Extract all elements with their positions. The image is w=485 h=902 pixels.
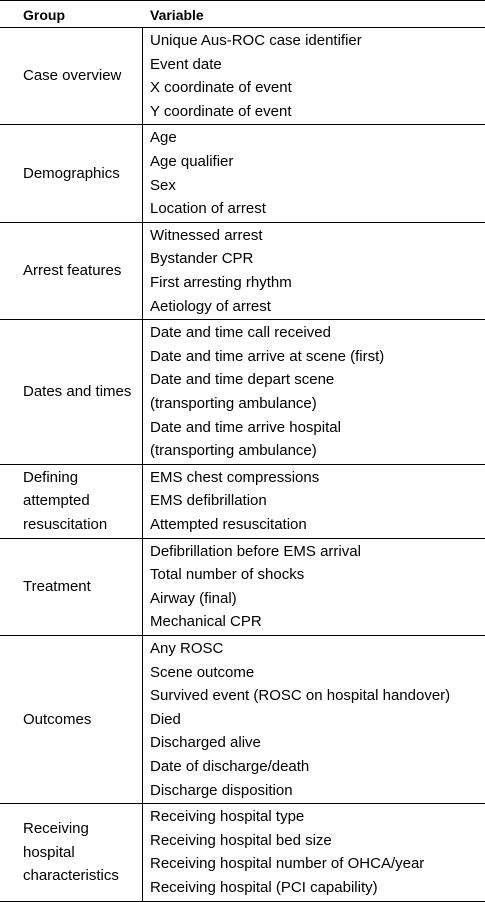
group-label: Defining attempted resuscitation <box>23 468 108 533</box>
group-label: Demographics <box>23 164 120 182</box>
variable-item: Mechanical CPR <box>150 613 262 631</box>
variable-item: Bystander CPR <box>150 250 254 268</box>
table-row <box>0 28 485 125</box>
group-label: Receiving hospital characteristics <box>23 820 119 885</box>
variable-cell <box>143 125 485 221</box>
variable-item: Date and time arrive hospital <box>150 418 341 436</box>
variable-item: Sex <box>150 176 176 194</box>
variable-item: (transporting ambulance) <box>150 394 317 412</box>
variable-item: Discharge disposition <box>150 781 293 799</box>
variable-item: Died <box>150 710 181 728</box>
variable-item: Event date <box>150 55 222 73</box>
variable-item: Receiving hospital type <box>150 808 305 826</box>
variable-item: Age qualifier <box>150 152 234 170</box>
group-label: Dates and times <box>23 383 132 401</box>
group-cell <box>0 539 143 635</box>
variable-item: Date of discharge/death <box>150 758 310 775</box>
group-cell <box>0 28 143 124</box>
variable-item: Witnessed arrest <box>150 226 263 244</box>
variable-item: Date and time depart scene <box>150 371 335 389</box>
variable-item: (transporting ambulance) <box>150 442 317 460</box>
variable-cell <box>143 465 485 538</box>
variable-cell <box>143 223 485 319</box>
variable-item: Receiving hospital number of OHCA/year <box>150 855 425 873</box>
table-row <box>0 320 485 465</box>
variable-item: Date and time arrive at scene (first) <box>150 347 385 365</box>
variable-cell <box>143 804 485 900</box>
variable-item: Any ROSC <box>150 640 224 657</box>
group-cell <box>0 636 143 803</box>
variable-item: Survived event (ROSC on hospital handover) <box>150 687 451 705</box>
variable-item: X coordinate of event <box>150 79 292 97</box>
variable-item: Location of arrest <box>150 200 266 218</box>
variable-item: Age <box>150 129 177 147</box>
table-row <box>0 539 485 636</box>
group-label: Outcomes <box>23 710 92 728</box>
variable-item: First arresting rhythm <box>150 273 292 291</box>
variable-cell <box>143 539 485 635</box>
variable-item: Unique Aus-ROC case identifier <box>150 32 362 49</box>
table-header-row <box>0 0 485 28</box>
group-cell <box>0 223 143 319</box>
variable-item: Discharged alive <box>150 734 261 752</box>
group-cell <box>0 465 143 538</box>
group-label: Arrest features <box>23 262 122 280</box>
table-row <box>0 223 485 320</box>
variable-item: EMS defibrillation <box>150 492 267 510</box>
variable-item: Receiving hospital bed size <box>150 831 332 849</box>
variable-cell <box>143 636 485 803</box>
variable-cell <box>143 28 485 124</box>
table-row <box>0 636 485 804</box>
table-row <box>0 125 485 222</box>
group-label: Case overview <box>23 67 122 85</box>
variable-item: EMS chest compressions <box>150 468 320 486</box>
variable-item: Defibrillation before EMS arrival <box>150 542 361 560</box>
variable-cell <box>143 320 485 464</box>
group-cell <box>0 804 143 900</box>
variable-item: Date and time call received <box>150 324 331 342</box>
group-cell <box>0 125 143 221</box>
variable-item: Total number of shocks <box>150 566 305 584</box>
header-variable: Variable <box>150 7 204 23</box>
table-row <box>0 465 485 539</box>
variable-item: Attempted resuscitation <box>150 515 307 533</box>
header-group: Group <box>23 7 65 23</box>
variable-item: Scene outcome <box>150 663 255 681</box>
variable-item: Receiving hospital (PCI capability) <box>150 878 378 896</box>
variable-item: Airway (final) <box>150 589 237 607</box>
variable-item: Y coordinate of event <box>150 102 292 120</box>
group-label: Treatment <box>23 578 91 596</box>
group-cell <box>0 320 143 464</box>
variable-item: Aetiology of arrest <box>150 297 271 315</box>
table-row <box>0 804 485 901</box>
